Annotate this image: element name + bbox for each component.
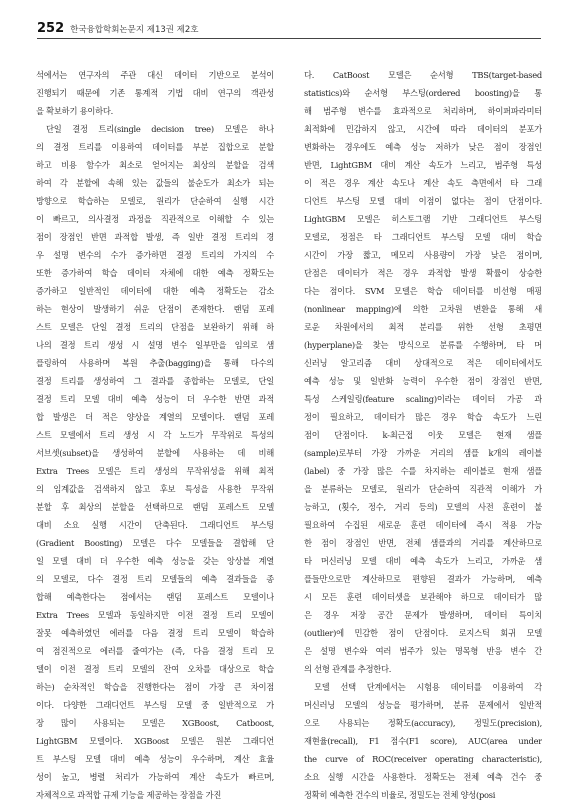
text-line: 플링하여 사용하며 복원 추출(bagging)을 통해 다수의 (36, 358, 274, 368)
text-line: (sample)로부터 가장 가까운 거리의 샘플 k개의 레이블 (304, 448, 542, 458)
running-header (37, 14, 541, 36)
text-line: (nonlinear mapping)에 의한 고차원 변환을 통해 새 (304, 304, 542, 314)
text-line: 필요하여 수집된 새로운 훈련 데이터에 즉시 적용 가능 (304, 520, 542, 530)
text-line: 우 설명 변수의 수가 증가하면 결정 트리의 가지의 수 (36, 250, 274, 260)
text-line: (hyperplane)을 찾는 방식으로 분류를 수행하며, 타 머 (304, 340, 542, 350)
text-line: 단점은 데이터가 적은 경우 과적합 발생 확률이 상승한 (304, 268, 542, 278)
text-line: 또한 증가하여 학습 데이터 자체에 대한 예측 정확도는 (36, 268, 274, 278)
text-line: 예측 성능 및 일반화 능력이 우수한 점이 장점인 반면, (304, 376, 542, 386)
text-line: 트 부스팅 모델 대비 예측 성능이 우수하며, 계산 효율 (36, 754, 274, 764)
text-line: (label) 중 가장 많은 수를 차지하는 레이블로 현재 샘플 (304, 466, 542, 476)
journal-title: 한국융합학회논문지 제13권 제2호 (70, 25, 199, 35)
text-line: 최적화에 민감하지 않고, 시간에 따라 데이터의 분포가 (304, 124, 542, 134)
text-line: 증가하고 일반적인 데이터에 대한 예측 정확도는 감소 (36, 286, 274, 296)
text-line: 자체적으로 과적합 규제 기능을 제공하는 장점을 가진 (36, 790, 222, 800)
text-line: 하는) 순차적인 학습을 진행한다는 점이 가장 큰 차이점 (36, 682, 274, 692)
text-line: 여 점진적으로 에러를 줄여가는 (즉, 다음 결정 트리 모 (36, 646, 274, 656)
text-line: 플들만으로만 계산하므로 편향된 결과가 가능하며, 예측 (304, 574, 542, 584)
text-line: 시간이 가장 짧고, 메모리 사용량이 가장 낮은 점이며, (304, 250, 542, 260)
text-line: 성이 높고, 병렬 처리가 가능하여 계산 속도가 빠르며, (36, 772, 274, 782)
text-line: 은 설명 변수와 여러 범주가 있는 명목형 반응 변수 간 (304, 646, 542, 656)
text-line: 의 결정 트리를 이용하여 데이터를 부분 집합으로 분할 (36, 142, 274, 152)
text-line: 하여 각 분할에 속해 있는 값들의 불순도가 최소가 되는 (36, 178, 274, 188)
text-line: (outlier)에 민감한 점이 단점이다. 로지스틱 회귀 모델 (304, 628, 542, 638)
text-line: LightGBM 모델은 히스토그램 기반 그래디언트 부스팅 (304, 214, 542, 224)
text-line: 하고 비용 함수가 최소로 얻어지는 최상의 분할을 검색 (36, 160, 274, 170)
text-line: 타 머신러닝 모델 대비 예측 속도가 느리고, 가까운 샘 (304, 556, 542, 566)
text-line: 석에서는 연구자의 주관 대신 데이터 기반으로 분석이 (36, 70, 274, 80)
text-line: 한 점이 장점인 반면, 전체 샘플과의 거리를 계산하므로 (304, 538, 542, 548)
text-line: 신러닝 알고리즘 대비 상대적으로 적은 데이터에서도 (304, 358, 542, 368)
text-line: 합해 예측한다는 점에서는 랜덤 포레스트 모델이나 (36, 592, 274, 602)
text-line: 장 많이 사용되는 모델은 XGBoost, Catboost, (36, 718, 274, 728)
text-line: Extra Trees 모델과 동일하지만 이전 결정 트리 모델이 (36, 610, 274, 620)
text-line: 반면, LightGBM 대비 계산 속도가 느리고, 범주형 특성 (304, 160, 542, 170)
text-line: 을 확보하기 용이하다. (36, 106, 114, 116)
text-line: 디언트 부스팅 모델 대비 이점이 없다는 점이 단점이다. (304, 196, 542, 206)
text-line: 진행되기 때문에 기존 통계적 기법 대비 연구의 객관성 (36, 88, 274, 98)
text-line: 으로 사용되는 정확도(accuracy), 정밀도(precision), (304, 718, 542, 728)
text-line: 의 선형 관계를 추정한다. (304, 664, 392, 674)
text-line: the curve of ROC(receiver operating characteristic), (304, 754, 542, 764)
text-line: 잘못 예측하였던 에러를 다음 결정 트리 모델이 학습하 (36, 628, 274, 638)
text-line: 다. CatBoost 모델은 순서형 TBS(target-based (304, 70, 542, 80)
text-line: 하는 현상이 발생하기 쉬운 단점이 존재한다. 랜덤 포레 (36, 304, 274, 314)
text-line: 스트 모델에서 트리 생성 시 각 노드가 무작위로 특성의 (36, 430, 274, 440)
text-line: 방향으로 학습하는 모델로, 원리가 단순하여 실행 시간 (36, 196, 274, 206)
right-column (304, 66, 542, 804)
text-line: 델이 이전 결정 트리 모델의 잔여 오차를 대상으로 학습 (36, 664, 274, 674)
page-number: 252 (37, 21, 65, 36)
text-line: (Gradient Boosting) 모델은 다수 모델들을 결합해 단 (36, 538, 274, 548)
text-line: statistics)와 순서형 부스팅(ordered boosting)을 통 (304, 88, 542, 98)
text-line: 대비 소요 실행 시간이 단축된다. 그래디언트 부스팅 (36, 520, 274, 530)
text-line: LightGBM 모델이다. XGBoost 모델은 원본 그래디언 (36, 736, 274, 746)
text-line: 정이 필요하고, 데이터가 많은 경우 학습 속도가 느린 (304, 412, 542, 422)
text-line: 시 모든 훈련 데이터셋을 보관해야 하므로 데이터가 많 (304, 592, 542, 602)
header-rule (37, 38, 541, 39)
text-line: 합 발생은 더 적은 양상을 계열의 모델이다. 랜덤 포레 (36, 412, 274, 422)
text-line: 점이 단점이다. k-최근접 이웃 모델은 현재 샘플 (304, 430, 542, 440)
text-line: 은 경우 저장 공간 문제가 발생하며, 데이터 특이치 (304, 610, 542, 620)
text-line: 단일 결정 트리(single decision tree) 모델은 하나 (46, 124, 274, 134)
text-line: 변화하는 경우에도 예측 성능 저하가 낮은 점이 장점인 (304, 142, 542, 152)
text-line: 머신러닝 모델의 성능을 평가하며, 분류 문제에서 일반적 (304, 700, 542, 710)
text-line: 이 빠르고, 의사결정 과정을 직관적으로 이해할 수 있는 (36, 214, 274, 224)
text-line: 의 임계값을 검색하지 않고 후보 특성을 사용한 무작위 (36, 484, 274, 494)
text-line: 다는 점이다. SVM 모델은 학습 데이터를 비선형 매핑 (304, 286, 542, 296)
text-line: 로운 차원에서의 최적 분리를 위한 선형 초평면 (304, 322, 542, 332)
text-line: 결정 트리 모델 대비 예측 성능이 더 우수한 반면 과적 (36, 394, 274, 404)
text-line: 재현율(recall), F1 점수(F1 score), AUC(area under (304, 736, 542, 746)
text-line: 점이 장점인 반면 과적합 발생, 즉 일반 결정 트리의 경 (36, 232, 274, 242)
text-line: 의 모델로, 다수 결정 트리 모델들의 예측 결과들을 종 (36, 574, 274, 584)
text-line: 모델로, 정점은 타 그래디언트 부스팅 모델 대비 학습 (304, 232, 542, 242)
text-line: 능하고, (횟수, 정수, 거리 등의) 모델의 사전 훈련이 불 (304, 502, 542, 512)
text-line: 소요 실행 시간을 사용한다. 정확도는 전체 예측 건수 중 (304, 772, 542, 782)
text-line: 나의 결정 트리 생성 시 설명 변수 일부만을 임의로 샘 (36, 340, 274, 350)
left-column (36, 66, 274, 804)
text-line: 특성 스케일링(feature scaling)이라는 데이터 가공 과 (304, 394, 542, 404)
text-line: 해 범주형 변수를 효과적으로 처리하며, 하이퍼파라미터 (304, 106, 542, 116)
text-line: 정확히 예측한 건수의 비율로, 정밀도는 전체 양성(posi (304, 790, 496, 800)
text-line: 을 분류하는 모델로, 원리가 단순하여 직관적 이해가 가 (304, 484, 542, 494)
text-line: 일 모델 대비 더 우수한 예측 성능을 갖는 앙상블 계열 (36, 556, 274, 566)
text-line: 이다. 다양한 그래디언트 부스팅 모델 중 일반적으로 가 (36, 700, 274, 710)
text-line: 스트 모델은 단일 결정 트리의 단점을 보완하기 위해 하 (36, 322, 274, 332)
text-line: 모델 선택 단계에서는 시험용 데이터를 이용하여 각 (314, 682, 542, 692)
text-line: Extra Trees 모델은 트리 생성의 무작위성을 위해 최적 (36, 466, 274, 476)
text-line: 서브셋(subset)을 생성하여 분할에 사용하는 데 비해 (36, 448, 274, 458)
text-line: 결정 트리를 생성하여 그 결과를 종합하는 모델로, 단일 (36, 376, 274, 386)
text-line: 이 적은 경우 계산 속도나 계산 속도 측면에서 타 그래 (304, 178, 542, 188)
text-line: 분할 후 최상의 분할을 선택하므로 랜덤 포레스트 모델 (36, 502, 274, 512)
